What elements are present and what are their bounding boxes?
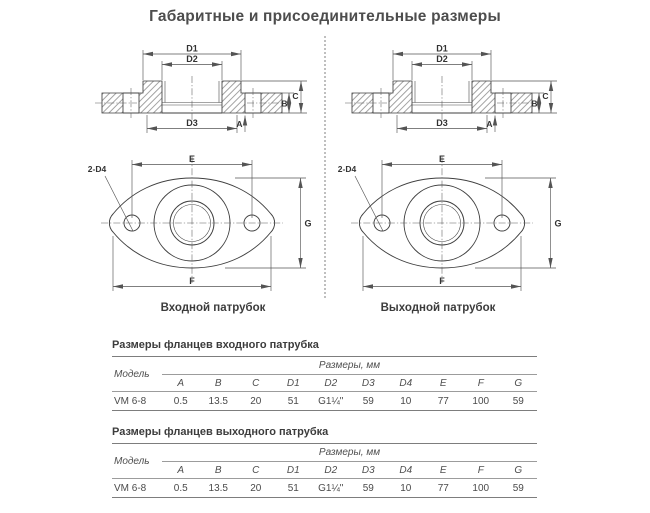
cell: 13.5 [208,395,228,407]
outlet-flange-table-section [112,426,537,498]
dim-label-b: B [281,98,288,109]
column-header: E [425,462,463,479]
dim-label-g: G [554,218,562,229]
column-header: C [237,375,275,392]
cell: G1¼" [318,395,344,407]
column-header: D2 [312,462,350,479]
model-cell: VM 6-8 [114,482,147,494]
cell: 10 [400,482,412,494]
cell: 59 [362,395,374,407]
inlet-flange-table-section [112,339,537,411]
dim-label-d3: D3 [186,118,198,128]
column-header: D1 [275,375,313,392]
dim-label-bolt-holes: 2-D4 [87,164,107,174]
flange-cross-section [345,44,557,134]
cell: G1¼" [318,482,344,494]
inlet-caption: Входной патрубок [160,302,266,314]
model-column-header: Модель [112,357,162,392]
dim-label-g: G [304,218,312,229]
cell: 59 [512,395,524,407]
cell: 51 [287,395,299,407]
flange-drawing-svg [85,40,315,296]
cell: 13.5 [208,482,228,494]
cell: 77 [437,395,449,407]
cell: 59 [512,482,524,494]
dim-label-e: E [438,154,446,164]
cell: 0.5 [173,395,188,407]
dim-label-f: F [439,276,445,286]
outlet-flange-drawing [335,40,565,296]
cell: 0.5 [173,482,188,494]
flange-face-view [338,154,562,291]
flange-drawing-svg [335,40,565,296]
dimensions-group-header: Размеры, мм [162,357,537,375]
page-title: Габаритные и присоединительные размеры [149,8,501,25]
column-header: D2 [312,375,350,392]
column-header: B [200,375,238,392]
column-header: C [237,462,275,479]
column-header: B [200,462,238,479]
cell: 20 [250,395,262,407]
dim-label-b: B [531,98,538,109]
dim-label-a: A [486,119,493,129]
outlet-caption: Выходной патрубок [380,302,496,314]
dim-label-d2: D2 [186,54,198,64]
column-header: D4 [387,462,425,479]
dim-label-bolt-holes: 2-D4 [337,164,357,174]
section-divider [324,36,326,298]
cell: 10 [400,395,412,407]
inlet-table-title: Размеры фланцев входного патрубка [112,339,319,351]
dim-label-c: C [542,91,549,101]
cell: 20 [250,482,262,494]
model-cell: VM 6-8 [114,395,147,407]
inlet-flange-table [112,356,537,411]
column-header: D3 [350,462,388,479]
table-row [112,479,537,498]
dim-label-d1: D1 [186,43,198,54]
outlet-table-title: Размеры фланцев выходного патрубка [112,426,329,438]
outlet-flange-table [112,443,537,498]
cell: 51 [287,482,299,494]
flange-face-view [88,154,312,291]
column-header: E [425,375,463,392]
dim-label-d1: D1 [436,43,448,54]
dim-label-a: A [236,119,243,129]
column-header: F [462,462,500,479]
model-column-header: Модель [112,444,162,479]
column-header: D3 [350,375,388,392]
dim-label-f: F [189,276,195,286]
cell: 100 [472,482,490,494]
column-header: G [500,375,538,392]
inlet-flange-drawing [85,40,315,296]
dim-label-e: E [188,154,196,164]
dim-label-d2: D2 [436,54,448,64]
column-header: D1 [275,462,313,479]
column-header: D4 [387,375,425,392]
cell: 100 [472,395,490,407]
column-header: F [462,375,500,392]
cell: 77 [437,482,449,494]
column-header: G [500,462,538,479]
dimension-tables [112,339,537,513]
column-header: A [162,375,200,392]
dim-label-c: C [292,91,299,101]
dim-label-d3: D3 [436,118,448,128]
dimensions-group-header: Размеры, мм [162,444,537,462]
column-header: A [162,462,200,479]
flange-cross-section [95,44,307,134]
table-row [112,392,537,411]
cell: 59 [362,482,374,494]
